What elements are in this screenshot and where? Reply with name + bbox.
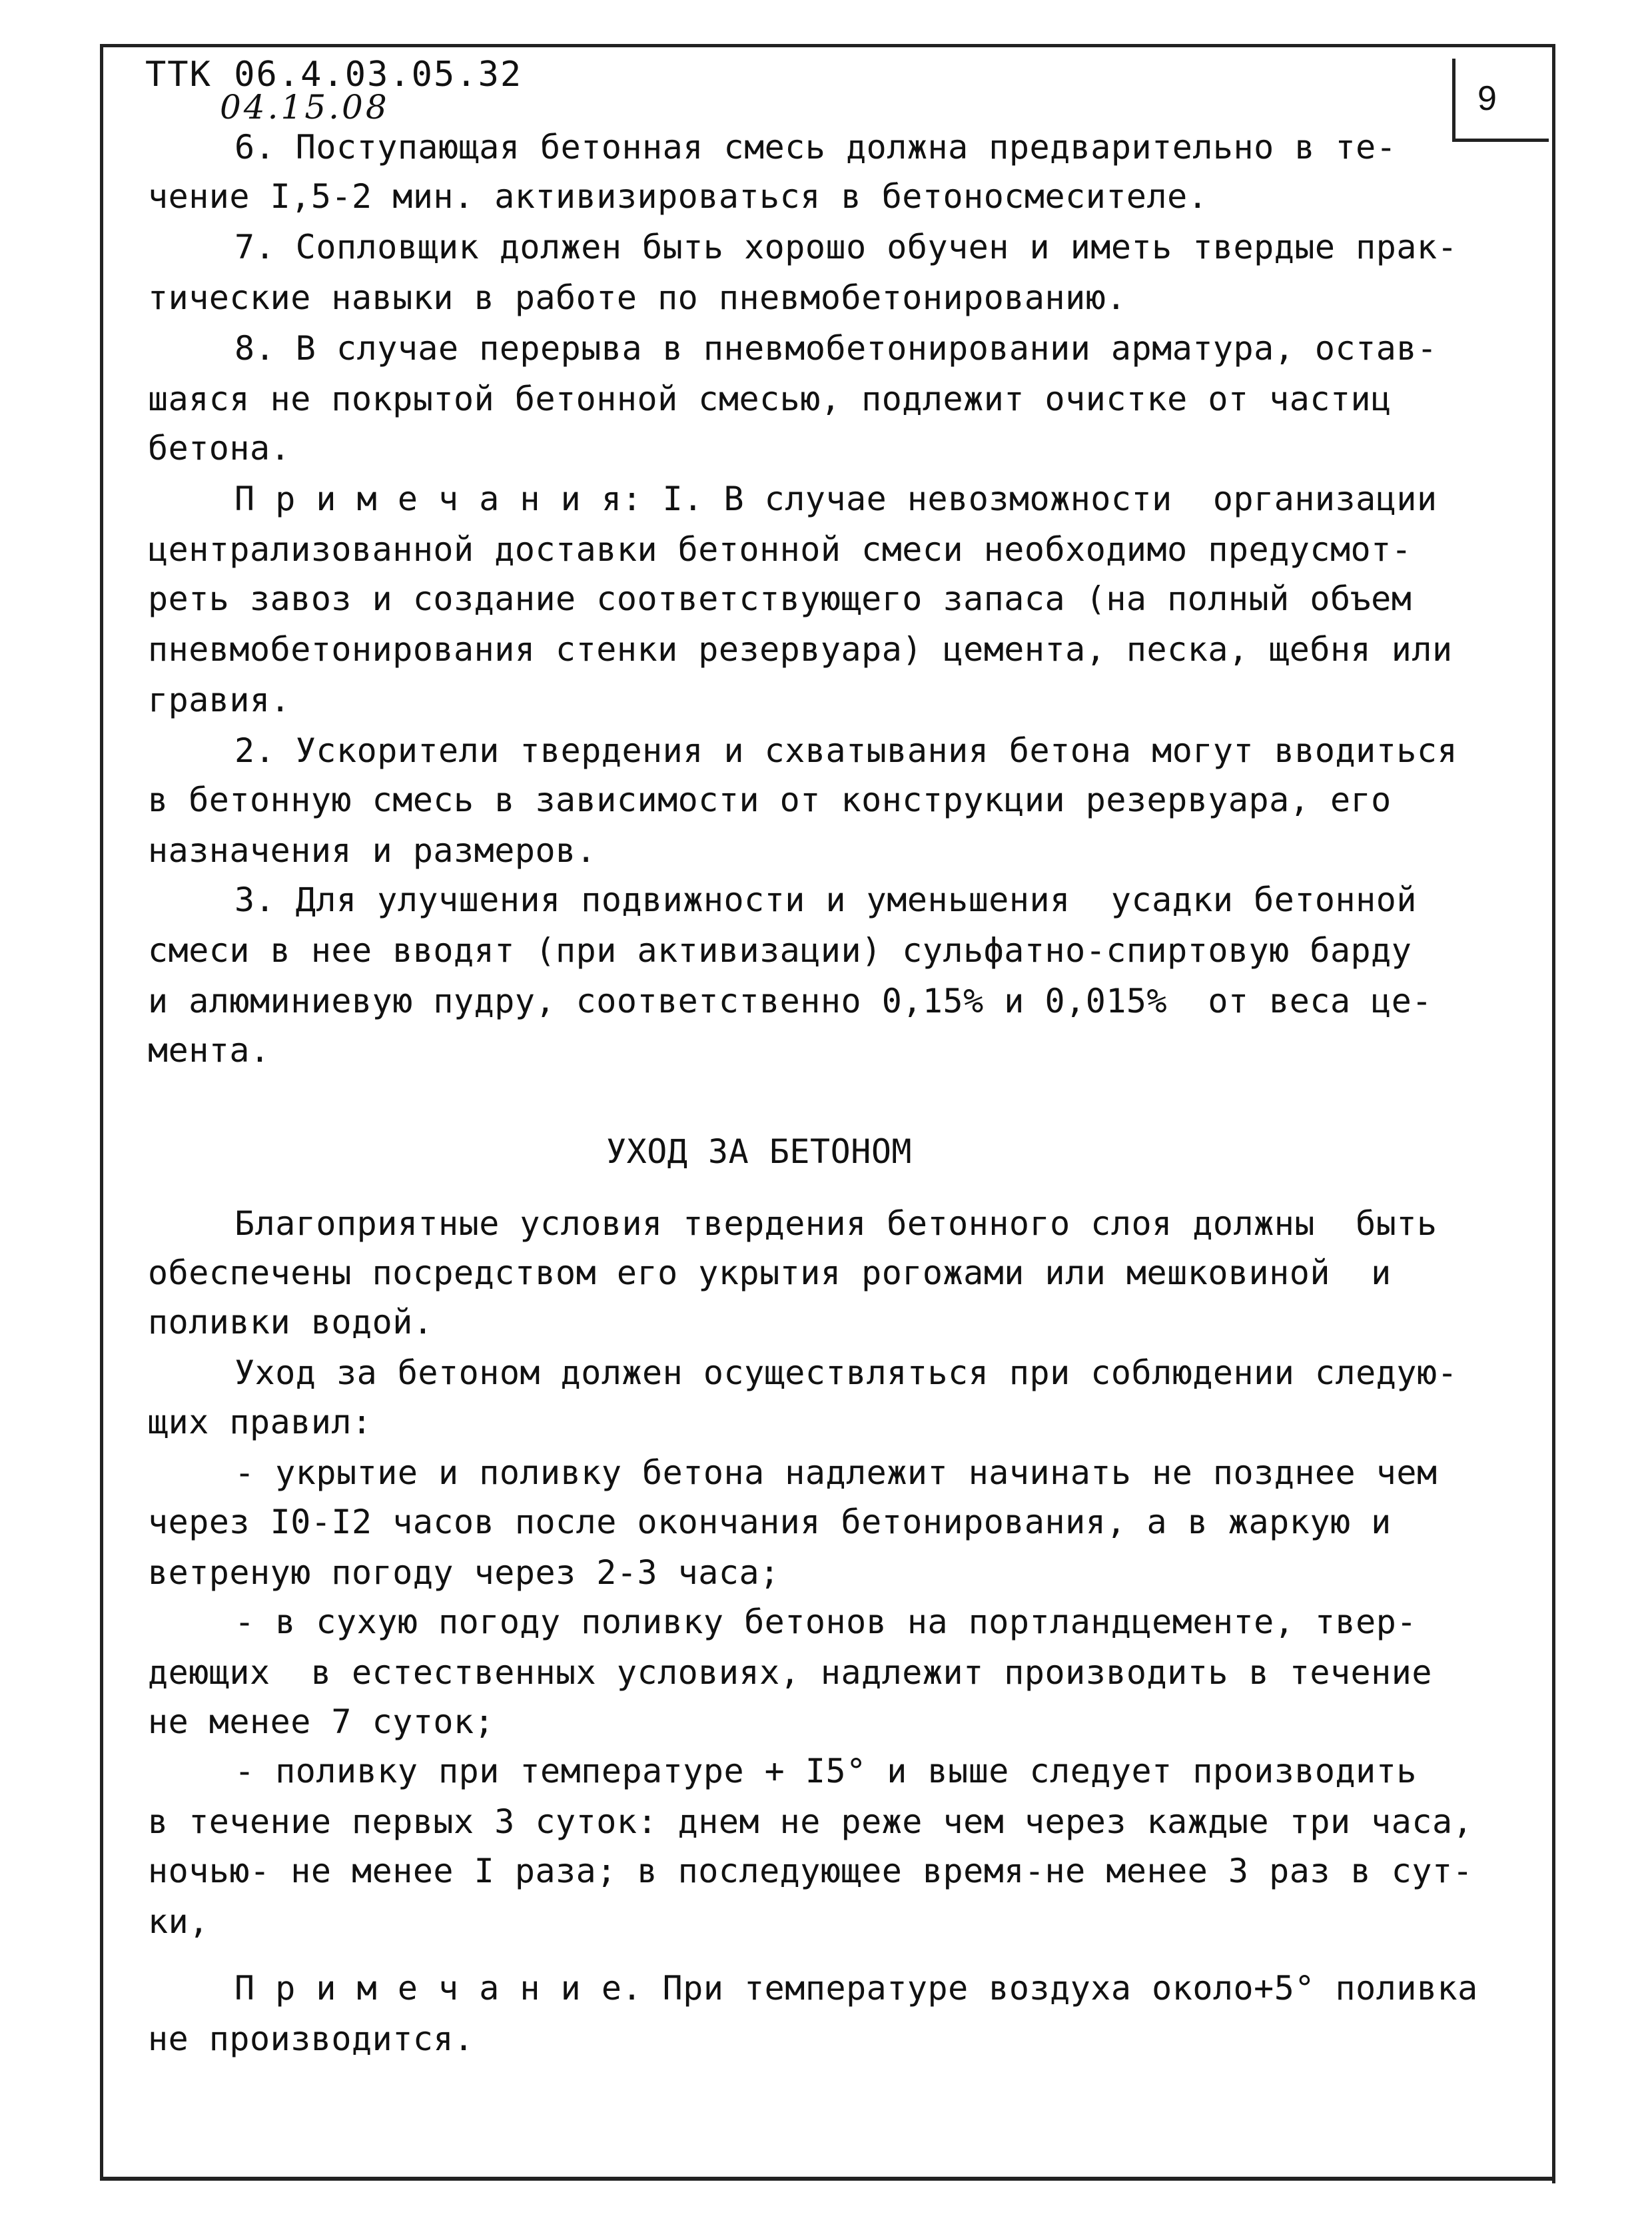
note-3-line-3: и алюминиевую пудру, соответственно 0,15% и 0,015% от веса це- <box>148 982 1432 1020</box>
final-note-line-2: не производится. <box>148 2020 474 2058</box>
handwritten-date: 04.15.08 <box>220 88 390 127</box>
care-para-2-line-2: щих правил: <box>148 1403 372 1441</box>
rule-3-line-3: ночью- не менее I раза; в последующее время-не менее 3 раз в сут- <box>148 1852 1473 1890</box>
note-2-line-1: 2. Ускорители твердения и схватывания бетона могут вводиться <box>234 731 1458 770</box>
item-8-line-2: шаяся не покрытой бетонной смесью, подлежит очистке от частиц <box>148 380 1392 418</box>
item-7-line-2: тические навыки в работе по пневмобетонированию. <box>148 278 1126 317</box>
notes-line-1: П р и м е ч а н и я: I. В случае невозможности организации <box>234 480 1438 518</box>
item-8-line-1: 8. В случае перерыва в пневмобетонировании арматура, остав- <box>234 329 1438 368</box>
final-note-line-1: П р и м е ч а н и е. При температуре воздуха около+5° поливка <box>234 1969 1478 2008</box>
care-para-1-line-3: поливки водой. <box>148 1303 434 1341</box>
rule-3-line-2: в течение первых 3 суток: днем не реже чем через каждые три часа, <box>148 1802 1473 1841</box>
frame-left-border <box>100 45 103 2177</box>
page-number-box <box>1452 59 1549 142</box>
note-3-line-2: смеси в нее вводят (при активизации) сульфатно-спиртовую барду <box>148 931 1412 970</box>
item-7-line-1: 7. Сопловщик должен быть хорошо обучен и иметь твердые прак- <box>234 228 1458 266</box>
frame-top-border <box>100 44 1555 47</box>
note-2-line-3: назначения и размеров. <box>148 831 597 870</box>
rule-1-line-3: ветреную погоду через 2-3 часа; <box>148 1553 780 1592</box>
care-para-1-line-1: Благоприятные условия твердения бетонного слоя должны быть <box>234 1204 1438 1243</box>
rule-2-line-2: деющих в естественных условиях, надлежит производить в течение <box>148 1653 1432 1692</box>
section-heading: УХОД ЗА БЕТОНОМ <box>606 1132 913 1171</box>
care-para-1-line-2: обеспечены посредством его укрытия рогожами или мешковиной и <box>148 1254 1392 1292</box>
document-code: ТТК 06.4.03.05.32 <box>145 55 523 95</box>
notes-line-3: реть завоз и создание соответствующего запаса (на полный объем <box>148 579 1412 618</box>
notes-line-2: централизованной доставки бетонной смеси необходимо предусмот- <box>148 530 1412 569</box>
note-3-line-4: мента. <box>148 1031 270 1070</box>
item-6-line-1: 6. Поступающая бетонная смесь должна предварительно в те- <box>234 128 1397 167</box>
rule-2-line-3: не менее 7 суток; <box>148 1702 495 1741</box>
item-8-line-3: бетона. <box>148 429 291 468</box>
item-6-line-2: чение I,5-2 мин. активизироваться в бетоносмесителе. <box>148 177 1208 216</box>
rule-3-line-4: ки, <box>148 1902 209 1941</box>
page-number: 9 <box>1477 79 1497 118</box>
frame-right-border <box>1552 45 1555 2183</box>
rule-2-line-1: - в сухую погоду поливку бетонов на портландцементе, твер- <box>234 1603 1417 1641</box>
rule-1-line-1: - укрытие и поливку бетона надлежит начинать не позднее чем <box>234 1453 1438 1492</box>
rule-1-line-2: через I0-I2 часов после окончания бетонирования, а в жаркую и <box>148 1503 1392 1541</box>
notes-line-5: гравия. <box>148 681 291 719</box>
note-3-line-1: 3. Для улучшения подвижности и уменьшения усадки бетонной <box>234 881 1417 919</box>
rule-3-line-1: - поливку при температуре + I5° и выше следует производить <box>234 1752 1417 1790</box>
notes-line-4: пневмобетонирования стенки резервуара) цемента, песка, щебня или <box>148 630 1453 669</box>
care-para-2-line-1: Уход за бетоном должен осуществляться при соблюдении следую- <box>234 1353 1458 1392</box>
note-2-line-2: в бетонную смесь в зависимости от конструкции резервуара, его <box>148 781 1392 819</box>
frame-bottom-border <box>100 2177 1555 2181</box>
